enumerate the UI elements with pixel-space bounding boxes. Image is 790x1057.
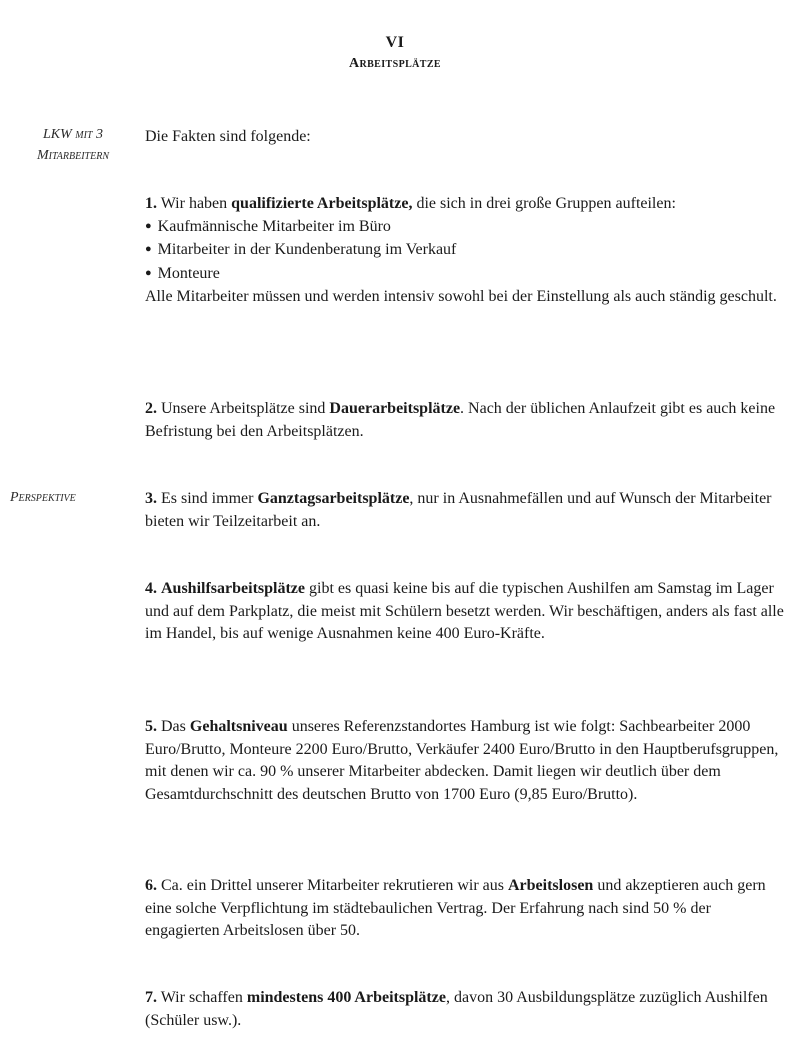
fact-number: 6. xyxy=(145,877,157,894)
bullet-list xyxy=(145,216,785,287)
fact-number: 4. xyxy=(145,580,157,597)
fact-number: 1. xyxy=(145,195,157,212)
fact-text: unseres Referenzstandortes Hamburg ist wie folgt: Sachbearbeiter 2000 Euro/Brutto, Monteure 2200 Euro/Brutto, Verkäufer 2400 Euro/Brutto in den Hauptberufsgruppen, mit denen wir ca. 90 % unserer Mitarbeiter abdecken. Damit liegen wir deutlich über dem Gesamtdurchschnitt des deutschen Brutto von 1700 Euro (9,85 Euro/Brutto). xyxy=(145,718,779,803)
fact-item-6 xyxy=(145,875,785,943)
fact-number: 2. xyxy=(145,400,157,417)
fact-highlight: qualifizierte Arbeitsplätze, xyxy=(231,195,413,212)
fact-text: , nur in Ausnahmefällen und auf Wunsch der Mitarbeiter bieten wir Teilzeitarbeit an. xyxy=(145,490,772,530)
fact-text: Wir schaffen xyxy=(160,989,243,1006)
bullet-item: ● Kaufmännische Mitarbeiter im Büro xyxy=(145,216,785,240)
fact-highlight: mindestens 400 Arbeitsplätze xyxy=(246,989,446,1006)
fact-highlight: Dauerarbeitsplätze xyxy=(329,400,461,417)
fact-paragraph xyxy=(145,875,785,943)
intro-text: Die Fakten sind folgende: xyxy=(145,128,311,145)
margin-note-line: LKW mit 3 xyxy=(42,127,103,142)
fact-text: . Nach der üblichen Anlaufzeit gibt es auch keine Befristung bei den Arbeitsplätzen. xyxy=(145,400,776,440)
fact-number: 3. xyxy=(145,490,157,507)
fact-text: Es sind immer xyxy=(161,490,254,507)
fact-text: Wir haben xyxy=(160,195,228,212)
fact-text: die sich in drei große Gruppen aufteilen: xyxy=(416,195,676,212)
intro-paragraph xyxy=(145,126,785,149)
margin-note-lkw xyxy=(8,124,138,166)
fact-text: gibt es quasi keine bis auf die typischen Aushilfen am Samstag im Lager und auf dem Parkplatz, die meist mit Schülern besetzt werden. Wir beschäftigen, anders als fast alle im Handel, bis auf wenige Ausnahmen keine 400 Euro-Kräfte. xyxy=(145,580,784,642)
fact-number: 5. xyxy=(145,718,157,735)
chapter-number: VI xyxy=(385,34,405,51)
fact-text: Alle Mitarbeiter müssen und werden intensiv sowohl bei der Einstellung als auch ständig geschult. xyxy=(145,288,777,305)
margin-note-perspektive: Perspektive xyxy=(10,490,76,505)
fact-highlight: Aushilfsarbeitsplätze xyxy=(161,580,305,597)
fact-text: , davon 30 Ausbildungsplätze zuzüglich Aushilfen (Schüler usw.). xyxy=(145,989,768,1029)
fact-highlight: Gehaltsniveau xyxy=(189,718,288,735)
fact-item-4 xyxy=(145,578,785,646)
fact-item-3 xyxy=(145,488,785,533)
fact-paragraph xyxy=(145,987,785,1032)
bullet-item: ● Mitarbeiter in der Kundenberatung im Verkauf xyxy=(145,239,785,263)
fact-highlight: Ganztagsarbeitsplätze xyxy=(257,490,410,507)
fact-text: Ca. ein Drittel unserer Mitarbeiter rekrutieren wir aus xyxy=(161,877,504,894)
margin-note-line: Mitarbeitern xyxy=(36,148,110,163)
fact-item-2 xyxy=(145,398,785,443)
fact-highlight: Arbeitslosen xyxy=(507,877,594,894)
fact-paragraph xyxy=(145,716,785,806)
fact-paragraph xyxy=(145,488,785,533)
fact-text: Unsere Arbeitsplätze sind xyxy=(161,400,326,417)
fact-item-7 xyxy=(145,987,785,1032)
fact-paragraph xyxy=(145,193,785,216)
fact-paragraph xyxy=(145,398,785,443)
chapter-title: Arbeitsplätze xyxy=(348,56,441,71)
fact-text: Das xyxy=(161,718,186,735)
fact-paragraph xyxy=(145,578,785,646)
fact-item-5 xyxy=(145,716,785,806)
fact-item-1 xyxy=(145,193,785,309)
bullet-item: ● Monteure xyxy=(145,263,785,287)
fact-number: 7. xyxy=(145,989,157,1006)
fact-text: und akzeptieren auch gern eine solche Verpflichtung im städtebaulichen Vertrag. Der Erfahrung nach sind 50 % der engagierten Arbeitslosen über 50. xyxy=(145,877,766,939)
